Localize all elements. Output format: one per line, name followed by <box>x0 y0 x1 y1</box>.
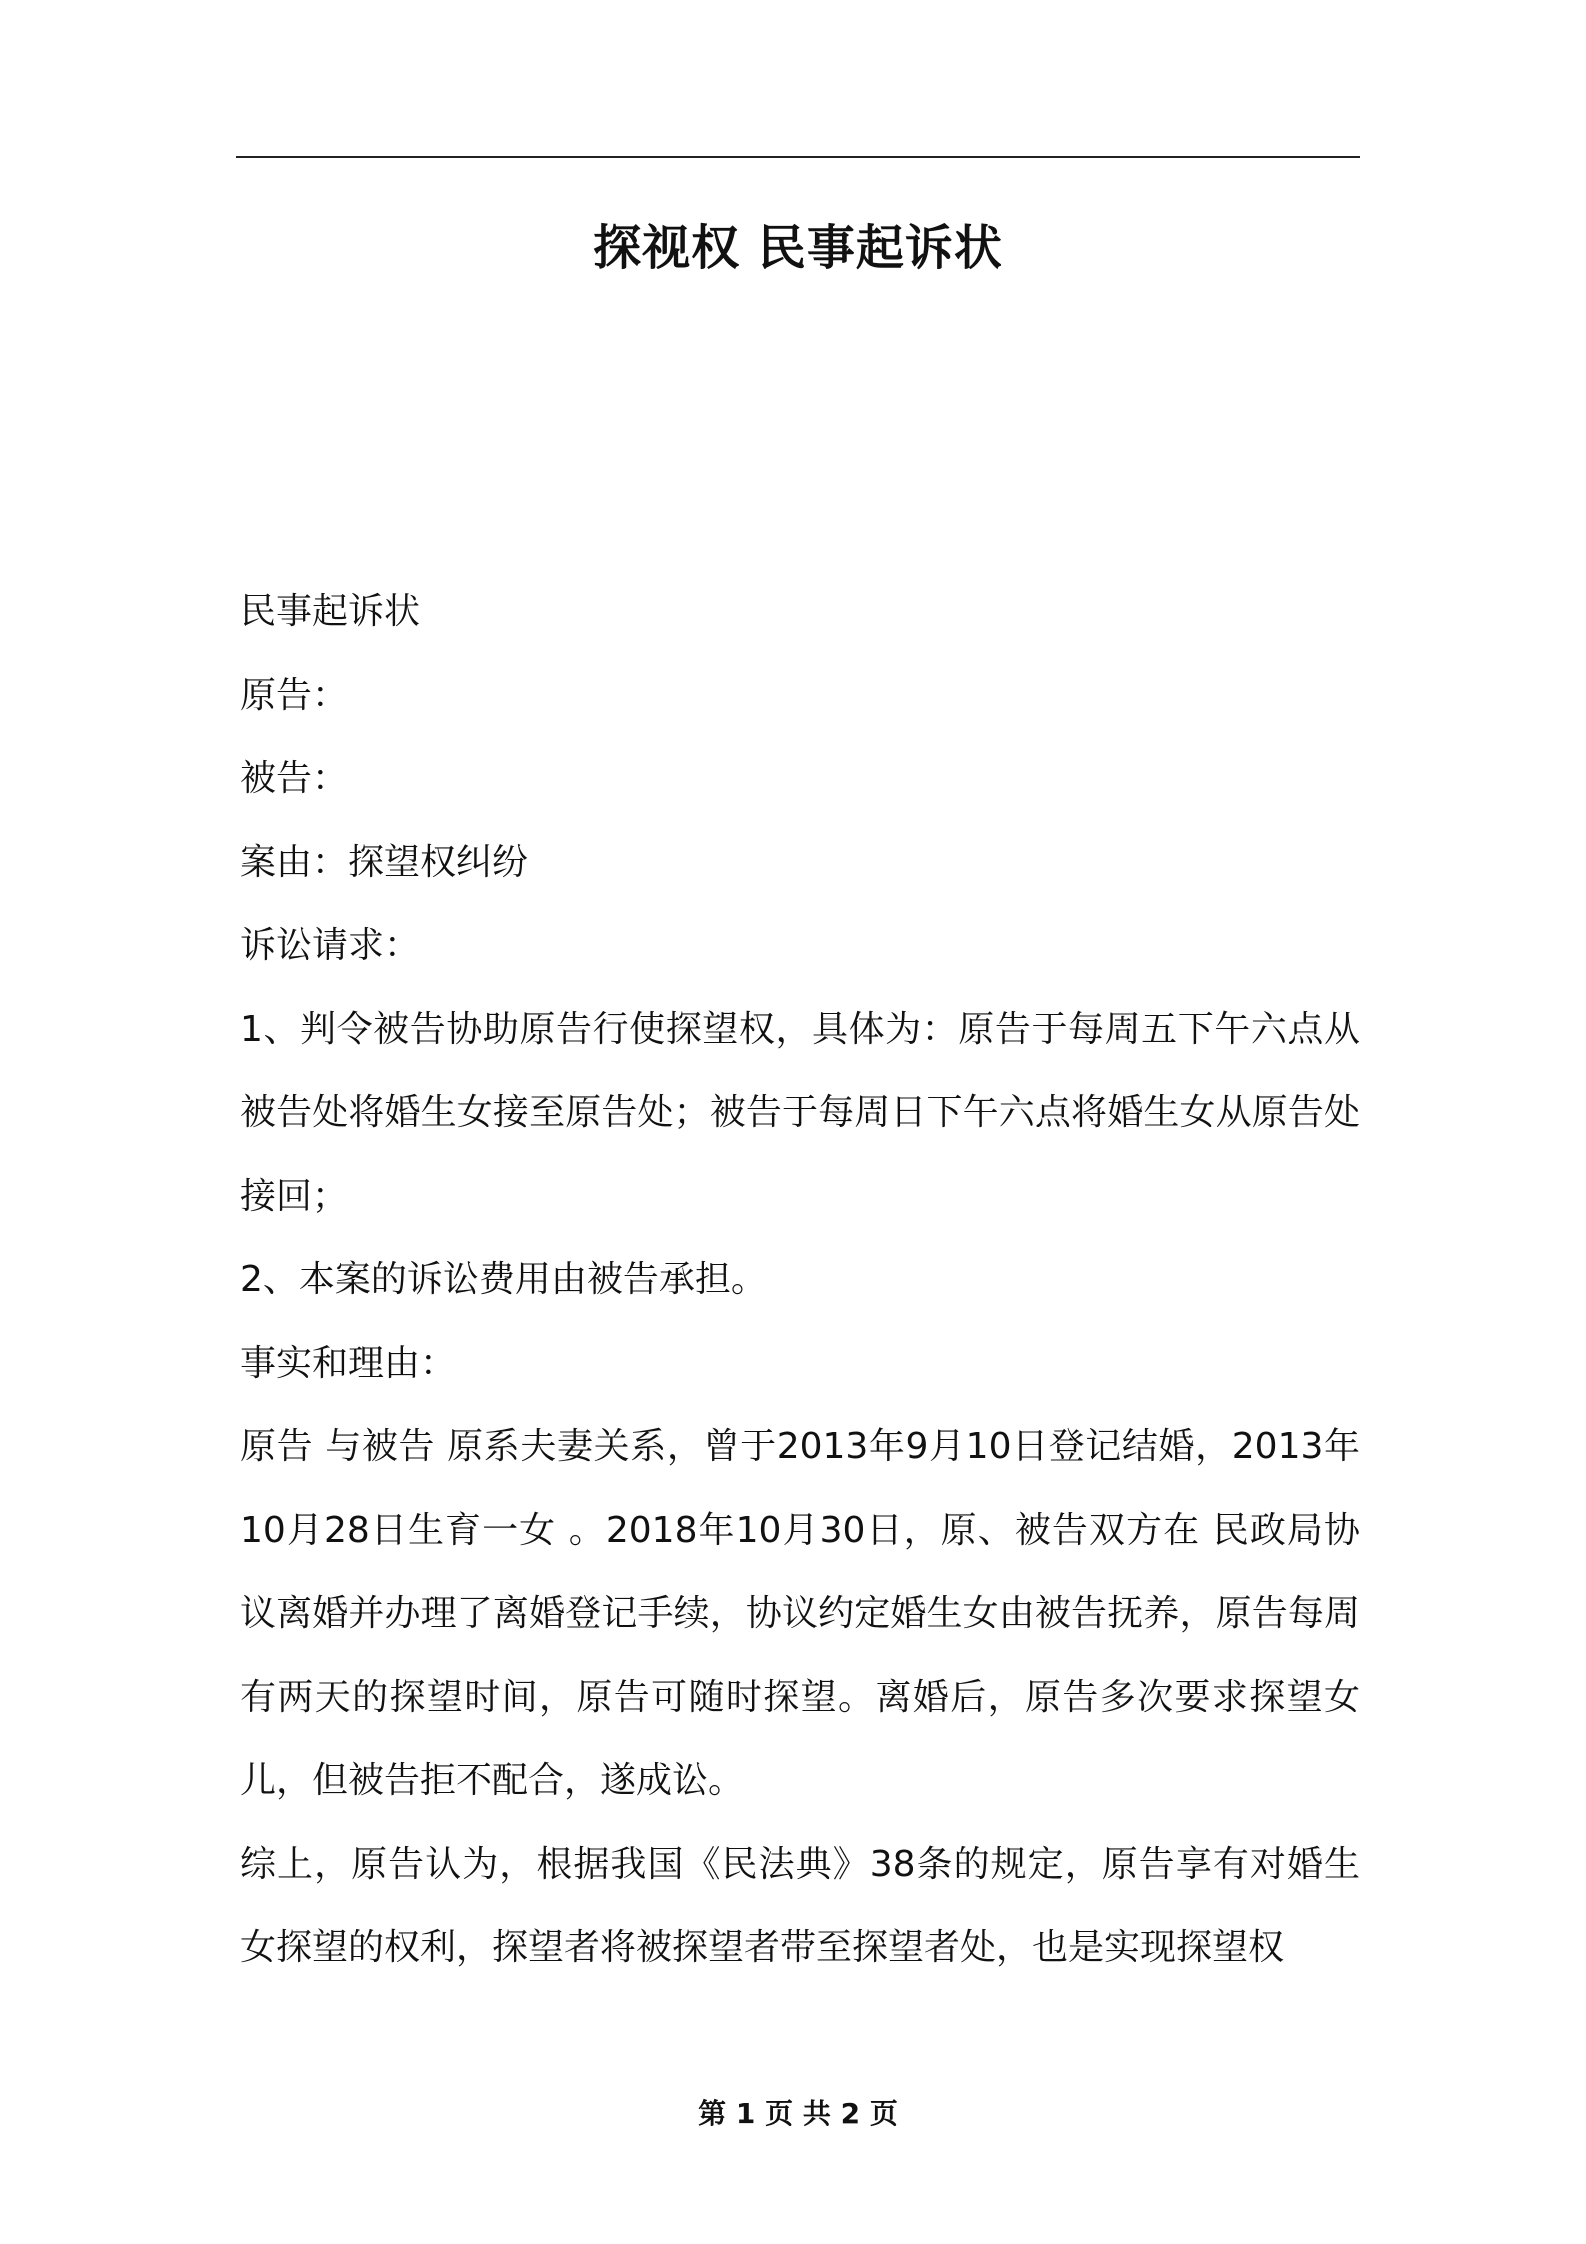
facts-label: 事实和理由： <box>240 1342 457 1384</box>
facts-paragraph-2: 综上，原告认为，根据我国《民法典》38条的规定，原告享有对婚生女探望的权利，探望者将被探望者带至探望者处，也是实现探望权 <box>240 1843 1360 1968</box>
defendant-label: 被告： <box>240 758 349 799</box>
document-title: 探视权 民事起诉状 <box>593 220 1003 276</box>
page-footer: 第 1 页 共 2 页 <box>698 2097 898 2130</box>
complaint-heading: 民事起诉状 <box>240 591 421 632</box>
facts-paragraph-1: 原告 与被告 原系夫妻关系，曾于2013年9月10日登记结婚，2013年10月28日生育一女 。2018年10月30日，原、被告双方在 民政局协议离婚并办理了离婚登记手续，协议约定婚生女由被告抚养，原告每周有两天的探望时间，原告可随时探望。离婚后，原告多次要求探望女儿，但被告拒不配合，遂成讼。 <box>240 1426 1360 1801</box>
cause-of-action: 案由：探望权纠纷 <box>240 841 529 883</box>
claims-label: 诉讼请求： <box>240 925 421 966</box>
claim-item-2: 2、本案的诉讼费用由被告承担。 <box>240 1259 767 1300</box>
document-body <box>240 570 1360 1990</box>
claim-item-1: 1、判令被告协助原告行使探望权，具体为：原告于每周五下午六点从被告处将婚生女接至原告处；被告于每周日下午六点将婚生女从原告处接回； <box>240 1008 1360 1217</box>
plaintiff-label: 原告： <box>240 674 349 716</box>
header-rule <box>236 156 1360 158</box>
